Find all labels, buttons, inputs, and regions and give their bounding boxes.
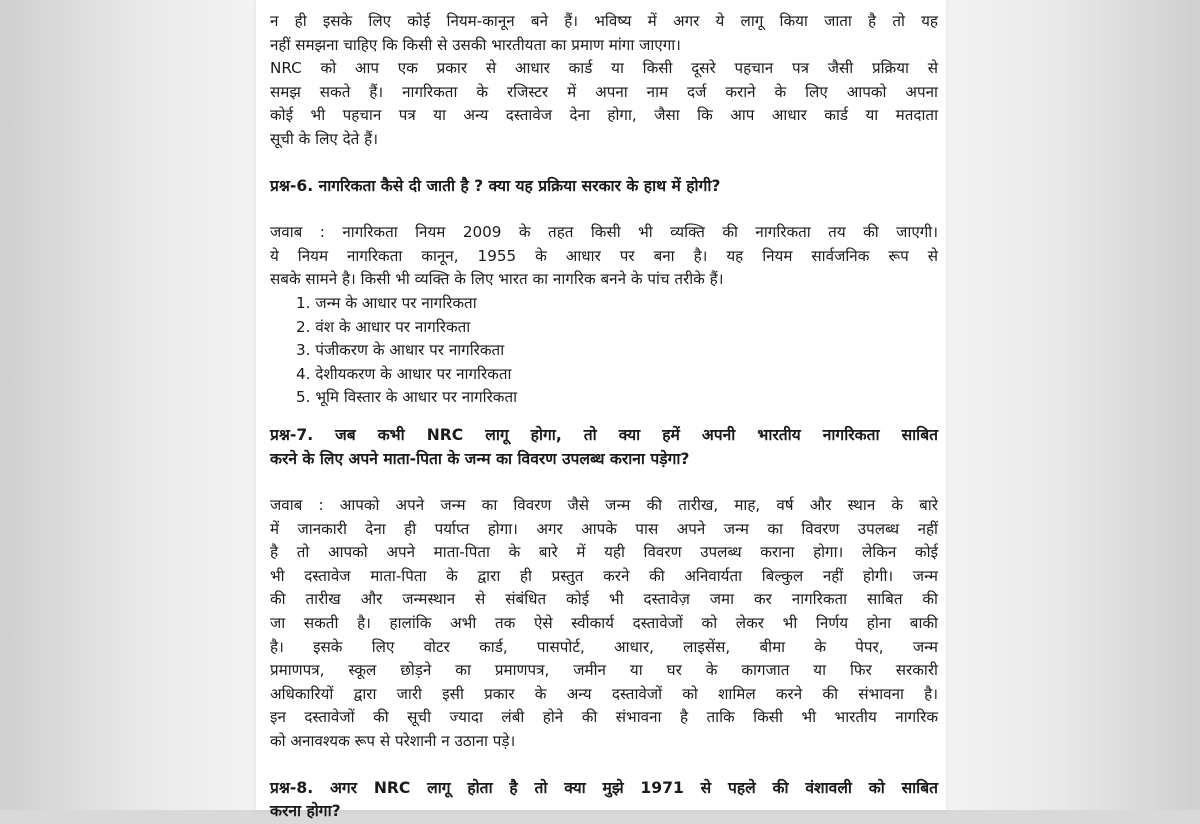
text-line: है तो आपको अपने माता-पिता के बारे में यही विवरण उपलब्ध कराना होगा। लेकिन कोई: [270, 543, 938, 562]
text-line: समझ सकते हैं। नागरिकता के रजिस्टर में अपना नाम दर्ज कराने के लिए आपको अपना: [270, 82, 938, 101]
text-line: सूची के लिए देते हैं।: [270, 129, 378, 148]
question-7: [270, 424, 938, 471]
text-line: ये नियम नागरिकता कानून, 1955 के आधार पर बना है। यह नियम सार्वजनिक रूप से: [270, 246, 938, 265]
text-line: है। इसके लिए वोटर कार्ड, पासपोर्ट, आधार, लाइसेंस, बीमा के पेपर, जन्म: [270, 637, 938, 656]
text-line: की तारीख और जन्मस्थान से संबंधित कोई भी दस्तावेज़ जमा कर नागरिकता साबित की: [270, 590, 938, 609]
text-line: जवाब : आपको अपने जन्म का विवरण जैसे जन्म की तारीख, माह, वर्ष और स्थान के बारे: [270, 496, 938, 515]
text-line: NRC को आप एक प्रकार से आधार कार्ड या किसी दूसरे पहचान पत्र जैसी प्रक्रिया से: [270, 59, 938, 78]
list-item: 1. जन्म के आधार पर नागरिकता: [296, 293, 477, 312]
question-8: [270, 777, 938, 824]
question-line: प्रश्न-7. जब कभी NRC लागू होगा, तो क्या हमें अपनी भारतीय नागरिकता साबित: [270, 425, 938, 444]
list-item: 4. देशीयकरण के आधार पर नागरिकता: [296, 364, 512, 383]
question-line: करने के लिए अपने माता-पिता के जन्म का विवरण उपलब्ध कराना पड़ेगा?: [270, 449, 690, 468]
document-content: [270, 10, 938, 824]
text-line: जवाब : नागरिकता नियम 2009 के तहत किसी भी व्यक्ति की नागरिकता तय की जाएगी।: [270, 223, 938, 242]
text-line: में जानकारी देना ही पर्याप्त होगा। अगर आपके पास अपने जन्म का विवरण उपलब्ध नहीं: [270, 519, 938, 538]
question-line: करना होगा?: [270, 802, 341, 821]
answer-7: [270, 494, 938, 754]
paragraph-nrc: [270, 57, 938, 151]
text-line: नहीं समझना चाहिए कि किसी से उसकी भारतीयता का प्रमाण मांगा जाएगा।: [270, 35, 681, 54]
citizenship-methods-list: [296, 292, 938, 410]
text-line: कोई भी पहचान पत्र या अन्य दस्तावेज देना होगा, जैसा कि आप आधार कार्ड या मतदाता: [270, 106, 938, 125]
text-line: सबके सामने है। किसी भी व्यक्ति के लिए भारत का नागरिक बनने के पांच तरीके हैं।: [270, 270, 724, 289]
paragraph-intro-end: [270, 10, 938, 57]
text-line: को अनावश्यक रूप से परेशानी न उठाना पड़े।: [270, 732, 516, 751]
text-line: अधिकारियों द्वारा जारी इसी प्रकार के अन्य दस्तावेजों को शामिल करने की संभावना है।: [270, 684, 938, 703]
list-item: 2. वंश के आधार पर नागरिकता: [296, 317, 471, 336]
list-item: 5. भूमि विस्तार के आधार पर नागरिकता: [296, 388, 518, 407]
question-line: प्रश्न-8. अगर NRC लागू होता है तो क्या मुझे 1971 से पहले की वंशावली को साबित: [270, 778, 938, 797]
text-line: प्रमाणपत्र, स्कूल छोड़ने का प्रमाणपत्र, जमीन या घर के कागजात या फिर सरकारी: [270, 661, 938, 680]
text-line: इन दस्तावेजों की सूची ज्यादा लंबी होने की संभावना है ताकि किसी भी भारतीय नागरिक: [270, 708, 938, 727]
question-line: प्रश्न-6. नागरिकता कैसे दी जाती है ? क्या यह प्रक्रिया सरकार के हाथ में होगी?: [270, 176, 721, 195]
text-line: न ही इसके लिए कोई नियम-कानून बने हैं। भविष्य में अगर ये लागू किया जाता है तो यह: [270, 12, 938, 30]
answer-6: [270, 221, 938, 292]
text-line: जा सकती है। हालांकि अभी तक ऐसे स्वीकार्य दस्तावेजों को लेकर भी निर्णय होना बाकी: [270, 614, 938, 633]
document-page: [256, 0, 946, 821]
list-item: 3. पंजीकरण के आधार पर नागरिकता: [296, 341, 505, 360]
question-6: [270, 175, 938, 199]
text-line: भी दस्तावेज माता-पिता के द्वारा ही प्रस्तुत करने की अनिवार्यता बिल्कुल नहीं होगी। जन्म: [270, 566, 938, 585]
